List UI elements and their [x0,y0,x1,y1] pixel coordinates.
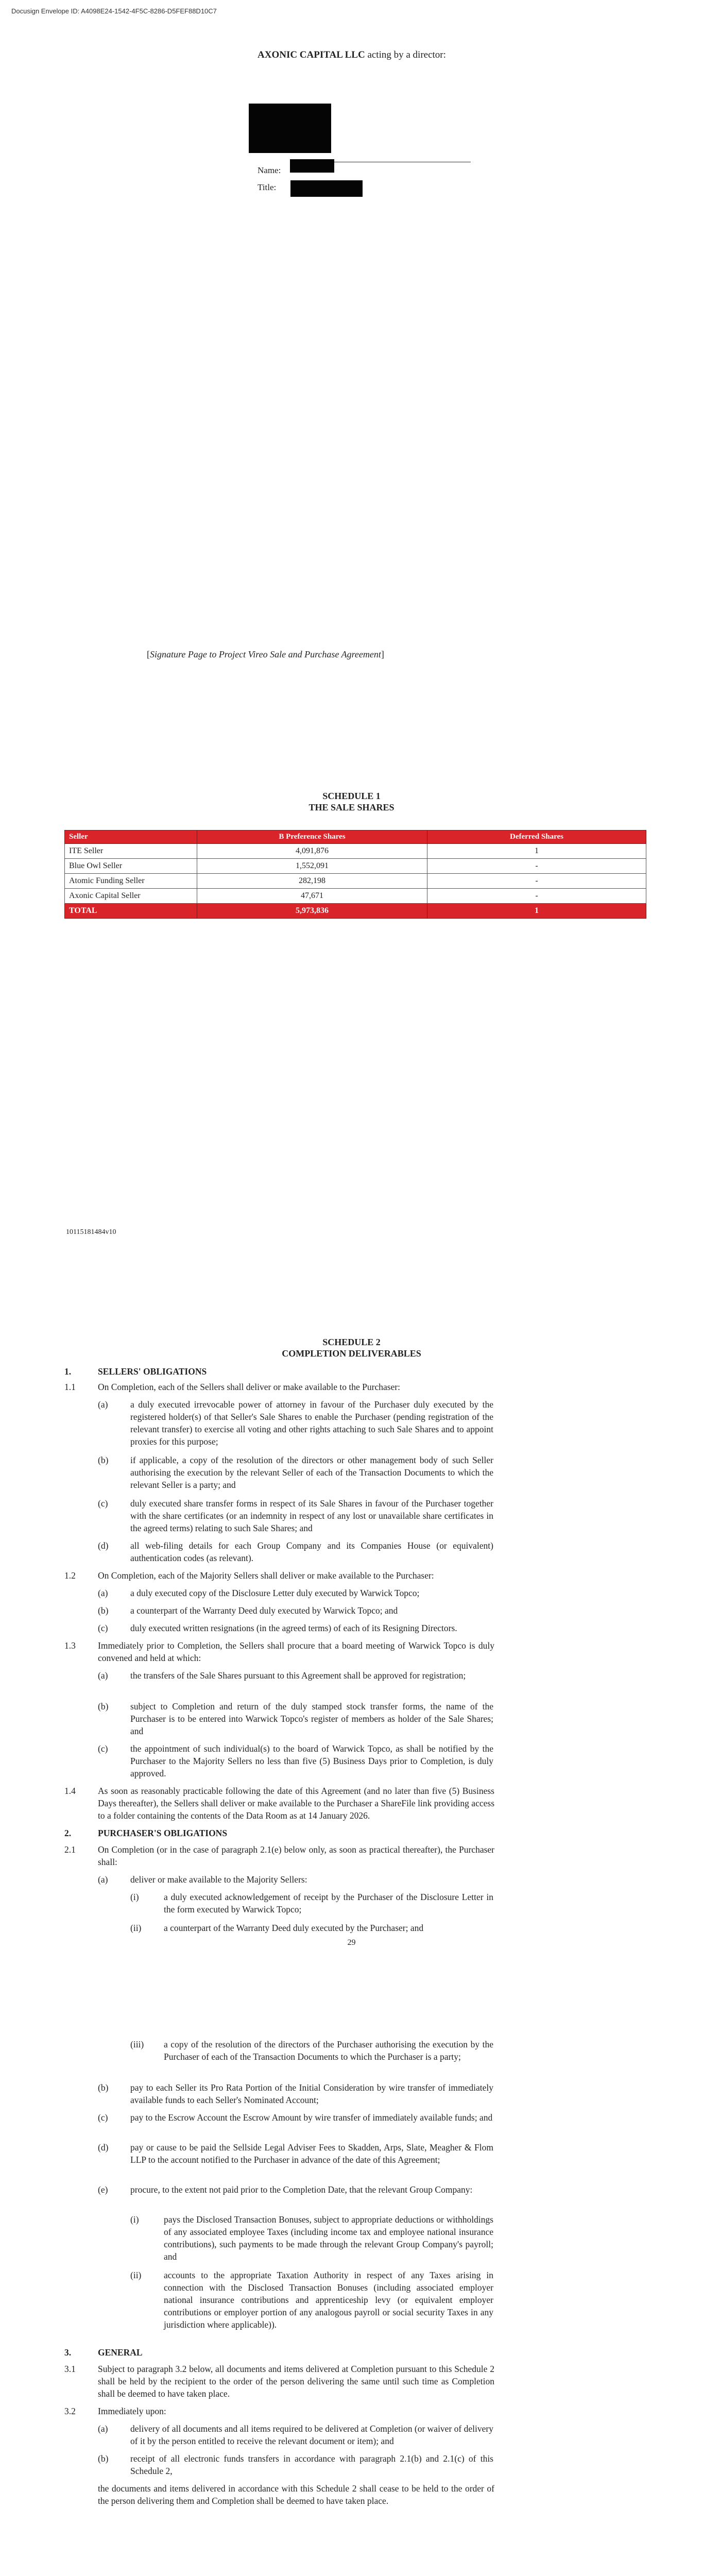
deferred-cell: 1 [427,844,646,859]
redacted-title [290,180,363,197]
paragraph: pay to the Escrow Account the Escrow Amount by wire transfer of immediately available funds; and [130,2112,493,2123]
section-number: 1. [64,1366,72,1377]
b-pref-cell: 282,198 [197,874,427,889]
seller-cell: ITE Seller [65,844,197,859]
envelope-id: Docusign Envelope ID: A4098E24-1542-4F5C-8286-D5FEF88D10C7 [11,7,217,15]
signature-page-caption [147,649,384,660]
item-letter: (d) [98,2142,109,2153]
item-letter: (a) [98,2424,108,2434]
item-letter: (e) [98,2184,108,2195]
caption-text: Signature Page to Project Vireo Sale and Purchase Agreement [150,649,381,659]
paragraph: subject to Completion and return of the duly stamped stock transfer forms, the name of the Purchaser is to be entered into Warwick Topco's register of members as holder of the Sale Shares; and [130,1701,493,1736]
item-roman: (ii) [130,2270,142,2280]
redacted-name [290,159,334,173]
paragraph: a duly executed acknowledgement of receipt by the Purchaser of the Disclosure Letter in the form executed by Warwick Topco; [164,1892,493,1914]
paragraph: On Completion, each of the Majority Sellers shall deliver or make available to the Purchaser: [98,1570,434,1581]
paragraph: a counterpart of the Warranty Deed duly executed by Warwick Topco; and [130,1605,398,1616]
para-number: 3.1 [64,2364,76,2374]
paragraph: Immediately upon: [98,2406,166,2416]
seller-cell: Blue Owl Seller [65,859,197,874]
paragraph: a counterpart of the Warranty Deed duly executed by the Purchaser; and [164,1923,424,1933]
paragraph: Subject to paragraph 3.2 below, all documents and items delivered at Completion pursuant to this Schedule 2 shall be held by the recipient to the order of the person delivering the same until such time as Completion shall be deemed to have taken place. [98,2364,494,2399]
paragraph: delivery of all documents and all items required to be delivered at Completion (or waiver of delivery of it by the person entitled to receive the relevant document or item); and [130,2424,493,2446]
item-roman: (iii) [130,2039,144,2049]
paragraph: duly executed written resignations (in the agreed terms) of each of its Resigning Directors. [130,1623,457,1633]
paragraph: the transfers of the Sale Shares pursuant to this Agreement shall be approved for registration; [130,1670,466,1681]
para-number: 1.1 [64,1382,76,1392]
paragraph: a copy of the resolution of the directors of the Purchaser authorising the execution by the Purchaser of each of the Transaction Documents to which the Purchaser is a party; [164,2039,493,2062]
header-seller: Seller [65,831,197,844]
schedule1-title: SCHEDULE 1 [322,791,381,801]
paragraph: the documents and items delivered in accordance with this Schedule 2 shall cease to be held to the order of the person delivering them and Completion shall be deemed to have taken place. [98,2483,494,2506]
caption-bracket-close: ] [381,649,384,659]
schedule2-title: SCHEDULE 2 [322,1337,381,1347]
name-label: Name: [258,165,281,175]
item-roman: (ii) [130,1923,142,1933]
total-b-pref: 5,973,836 [197,904,427,919]
item-letter: (b) [98,2453,109,2464]
item-letter: (c) [98,1623,108,1633]
item-letter: (c) [98,1498,108,1509]
section-heading: GENERAL [98,2347,143,2358]
paragraph: a duly executed copy of the Disclosure Letter duly executed by Warwick Topco; [130,1588,420,1598]
section-number: 3. [64,2347,72,2358]
paragraph: all web-filing details for each Group Company and its Companies House (or equivalent) authentication codes (as relevant). [130,1540,493,1563]
para-number: 1.4 [64,1786,76,1796]
para-number: 1.3 [64,1640,76,1651]
para-number: 3.2 [64,2406,76,2416]
sale-shares-table [64,830,646,919]
paragraph: a duly executed irrevocable power of attorney in favour of the Purchaser duly executed by the registered holder(s) of that Seller's Sale Shares to enable the Purchaser (pending registration of the relevant transfer) to exercise all voting and other rights attaching to such Sale Shares and to appoint proxies for this purpose; [130,1399,493,1447]
document-reference: 10115181484v10 [66,1228,116,1236]
item-letter: (c) [98,2112,108,2123]
item-letter: (b) [98,2082,109,2093]
page-number: 29 [347,1938,356,1947]
paragraph: if applicable, a copy of the resolution of the directors or other management body of such Seller authorising the execution by the relevant Seller of each of the Transaction Documents to which the relevant Seller is a party; and [130,1455,493,1490]
b-pref-cell: 4,091,876 [197,844,427,859]
paragraph: pay to each Seller its Pro Rata Portion of the Initial Consideration by wire transfer of immediately available funds to each Seller's Nominated Account; [130,2082,493,2105]
signatory-acting: acting by a director: [365,49,446,60]
item-letter: (a) [98,1399,108,1410]
paragraph: the appointment of such individual(s) to the board of Warwick Topco, as shall be notified by the Purchaser to the Majority Sellers no less than five (5) Business Days prior to Completion, is duly approved. [130,1743,493,1778]
item-letter: (b) [98,1605,109,1616]
table-row [65,859,646,874]
header-b-pref: B Preference Shares [197,831,427,844]
table-row [65,844,646,859]
redacted-signature [249,104,331,153]
item-letter: (c) [98,1743,108,1754]
paragraph: Immediately prior to Completion, the Sellers shall procure that a board meeting of Warwick Topco is duly convened and held at which: [98,1640,494,1663]
para-number: 1.2 [64,1570,76,1581]
paragraph: On Completion, each of the Sellers shall deliver or make available to the Purchaser: [98,1382,401,1392]
item-roman: (i) [130,1892,139,1902]
section-heading: PURCHASER'S OBLIGATIONS [98,1828,228,1838]
paragraph: pays the Disclosed Transaction Bonuses, subject to appropriate deductions or withholdings of any associated employee Taxes (including income tax and employee national insurance contributions), such payments to be made through the relevant Group Company's payroll; and [164,2214,493,2262]
schedule1-subtitle: THE SALE SHARES [308,802,395,812]
item-letter: (d) [98,1540,109,1551]
schedule2-subtitle: COMPLETION DELIVERABLES [282,1348,421,1359]
paragraph: accounts to the appropriate Taxation Authority in respect of any Taxes arising in connection with the Disclosed Transaction Bonuses (including associated employer national insurance contributions and apprenticeship levy (or equivalent employer contributions or employer portion of any analogous payroll or social security Taxes in any jurisdiction where applicable)). [164,2270,493,2330]
paragraph: receipt of all electronic funds transfers in accordance with paragraph 2.1(b) and 2.1(c) of this Schedule 2, [130,2453,493,2476]
item-letter: (a) [98,1874,108,1885]
item-roman: (i) [130,2214,139,2225]
paragraph: deliver or make available to the Majority Sellers: [130,1874,307,1885]
b-pref-cell: 47,671 [197,889,427,904]
table-row [65,874,646,889]
item-letter: (b) [98,1701,109,1711]
seller-cell: Atomic Funding Seller [65,874,197,889]
section-number: 2. [64,1828,72,1838]
para-number: 2.1 [64,1844,76,1855]
seller-cell: Axonic Capital Seller [65,889,197,904]
paragraph: procure, to the extent not paid prior to the Completion Date, that the relevant Group Company: [130,2184,473,2195]
item-letter: (a) [98,1588,108,1598]
paragraph: pay or cause to be paid the Sellside Legal Adviser Fees to Skadden, Arps, Slate, Meagher & Flom LLP to the account notified to the Purchaser in advance of the date of this Agreement; [130,2142,493,2165]
total-row [65,904,646,919]
item-letter: (b) [98,1455,109,1465]
paragraph: duly executed share transfer forms in respect of its Sale Shares in favour of the Purchaser together with the share certificates (or an indemnity in respect of any lost or unavailable share certificates in the agreed terms) relating to such Sale Shares; and [130,1498,493,1533]
deferred-cell: - [427,874,646,889]
caption-bracket-open: [ [147,649,150,659]
total-label: TOTAL [65,904,197,919]
item-letter: (a) [98,1670,108,1681]
header-deferred: Deferred Shares [427,831,646,844]
table-row [65,889,646,904]
table-header-row [65,831,646,844]
section-heading: SELLERS' OBLIGATIONS [98,1366,207,1377]
paragraph: As soon as reasonably practicable following the date of this Agreement (and no later than five (5) Business Days thereafter), the Sellers shall deliver or make available to the Purchaser a ShareFile link providing access to a folder containing the contents of the Data Room as at 14 January 2026. [98,1786,494,1821]
b-pref-cell: 1,552,091 [197,859,427,874]
title-label: Title: [258,182,277,192]
total-deferred: 1 [427,904,646,919]
signatory-company: AXONIC CAPITAL LLC [258,49,365,60]
signatory-heading [258,49,446,61]
deferred-cell: - [427,859,646,874]
deferred-cell: - [427,889,646,904]
paragraph: On Completion (or in the case of paragraph 2.1(e) below only, as soon as practical thereafter), the Purchaser shall: [98,1844,494,1867]
